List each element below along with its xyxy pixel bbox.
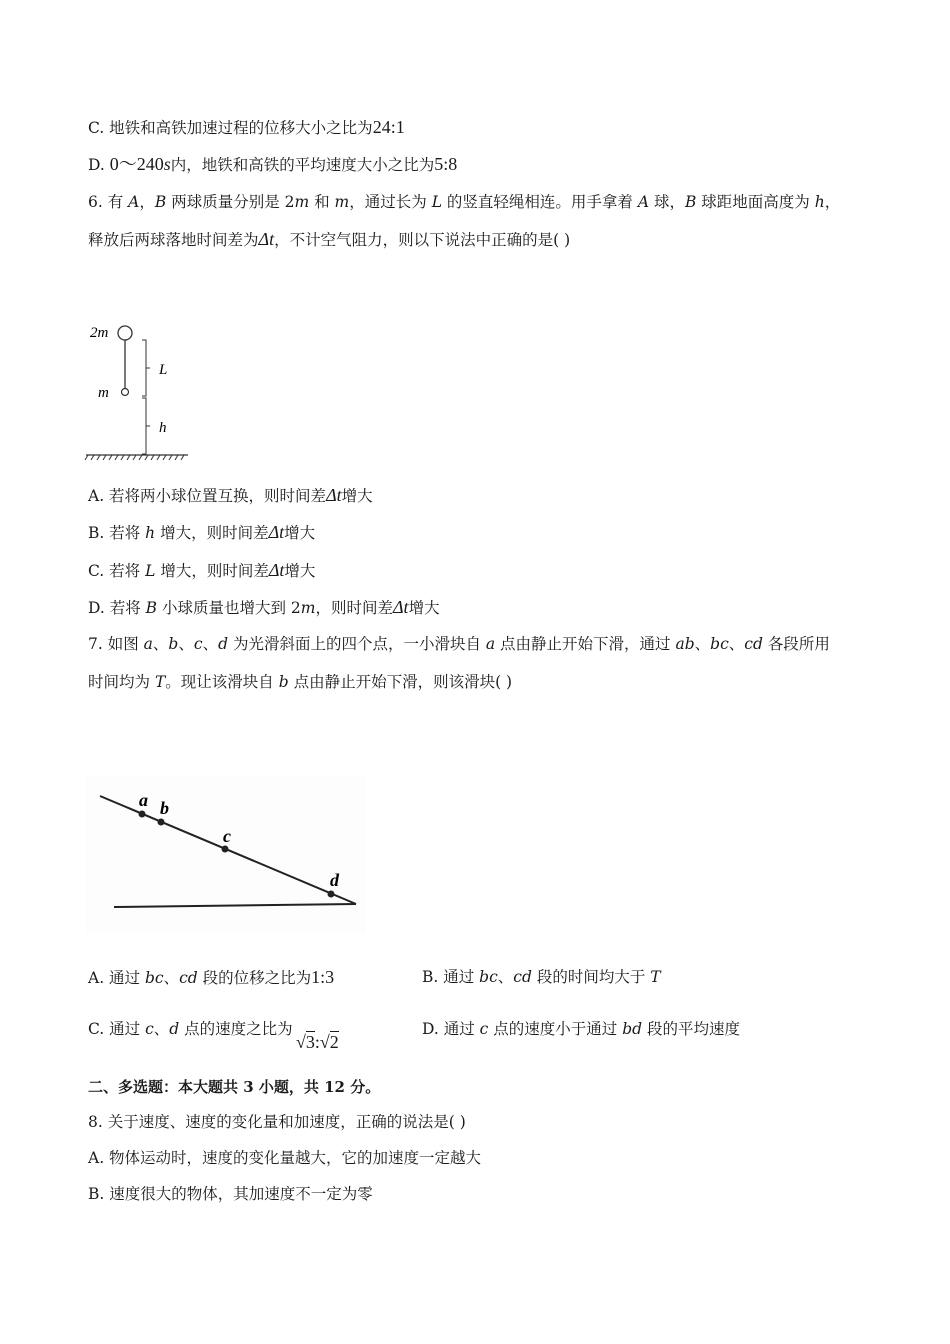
q8-option-a[interactable]: A. 物体运动时，速度的变化量越大，它的加速度一定越大 [88, 1149, 482, 1167]
label-c: c [223, 826, 231, 846]
label-2m: 2m [90, 325, 109, 341]
q6-option-d[interactable]: D. 若将 B 小球质量也增大到 2m，则时间差Δt增大 [88, 597, 440, 617]
q5-option-c[interactable]: C. 地铁和高铁加速过程的位移大小之比为24:1 [88, 117, 405, 137]
sqrt-icon: √ [319, 1032, 330, 1052]
q6-stem-line1: 6. 有 A，B 两球质量分别是 2m 和 m，通过长为 L 的竖直轻绳相连。用手拿着 A 球，B 球距地面高度为 h， [88, 193, 841, 211]
label-b: b [160, 798, 169, 818]
bracket-l [142, 340, 150, 396]
q7-option-c-ratio: √3:√2 [296, 1032, 339, 1052]
q6-figure [84, 318, 194, 464]
sqrt-icon: √ [296, 1032, 306, 1052]
q6-option-c[interactable]: C. 若将 L 增大，则时间差Δt增大 [88, 560, 316, 580]
bracket-h [142, 398, 150, 454]
ball-a [118, 326, 132, 340]
q8-option-b[interactable]: B. 速度很大的物体，其加速度不一定为零 [88, 1185, 373, 1203]
q5-option-d[interactable]: D. 0～240s内，地铁和高铁的平均速度大小之比为5:8 [88, 154, 458, 174]
ball-b [122, 389, 129, 396]
q7-stem-line1: 7. 如图 a、b、c、d 为光滑斜面上的四个点，一小滑块自 a 点由静止开始下滑，通过 ab、bc、cd 各段所用 [88, 635, 830, 653]
q6-option-a[interactable]: A. 若将两小球位置互换，则时间差Δt增大 [88, 485, 373, 505]
q7-option-a[interactable]: A. 通过 bc、cd 段的位移之比为1:3 [88, 967, 335, 987]
label-m: m [98, 385, 109, 401]
section-title: 二、多选题：本大题共 3 小题，共 12 分。 [88, 1078, 381, 1096]
q6-stem-line2: 释放后两球落地时间差为Δt，不计空气阻力，则以下说法中正确的是( ) [88, 229, 571, 249]
label-h: h [159, 420, 167, 436]
point-b [158, 819, 165, 826]
label-L: L [159, 362, 168, 378]
point-c [222, 846, 229, 853]
ground-hatch [85, 455, 184, 460]
q8-stem: 8. 关于速度、速度的变化量和加速度，正确的说法是( ) [88, 1113, 466, 1131]
q7-figure [86, 776, 366, 934]
q7-stem-line2: 时间均为 T。现让该滑块自 b 点由静止开始下滑，则该滑块( ) [88, 673, 513, 691]
label-a: a [139, 790, 148, 810]
q7-option-b[interactable]: B. 通过 bc、cd 段的时间均大于 T [422, 968, 661, 986]
q7-option-c[interactable]: C. 通过 c、d 点的速度之比为 [88, 1020, 293, 1038]
q6-option-b[interactable]: B. 若将 h 增大，则时间差Δt增大 [88, 522, 316, 542]
label-d: d [330, 870, 339, 890]
point-a [139, 811, 146, 818]
point-d [328, 891, 335, 898]
q7-option-d[interactable]: D. 通过 c 点的速度小于通过 bd 段的平均速度 [422, 1020, 740, 1038]
